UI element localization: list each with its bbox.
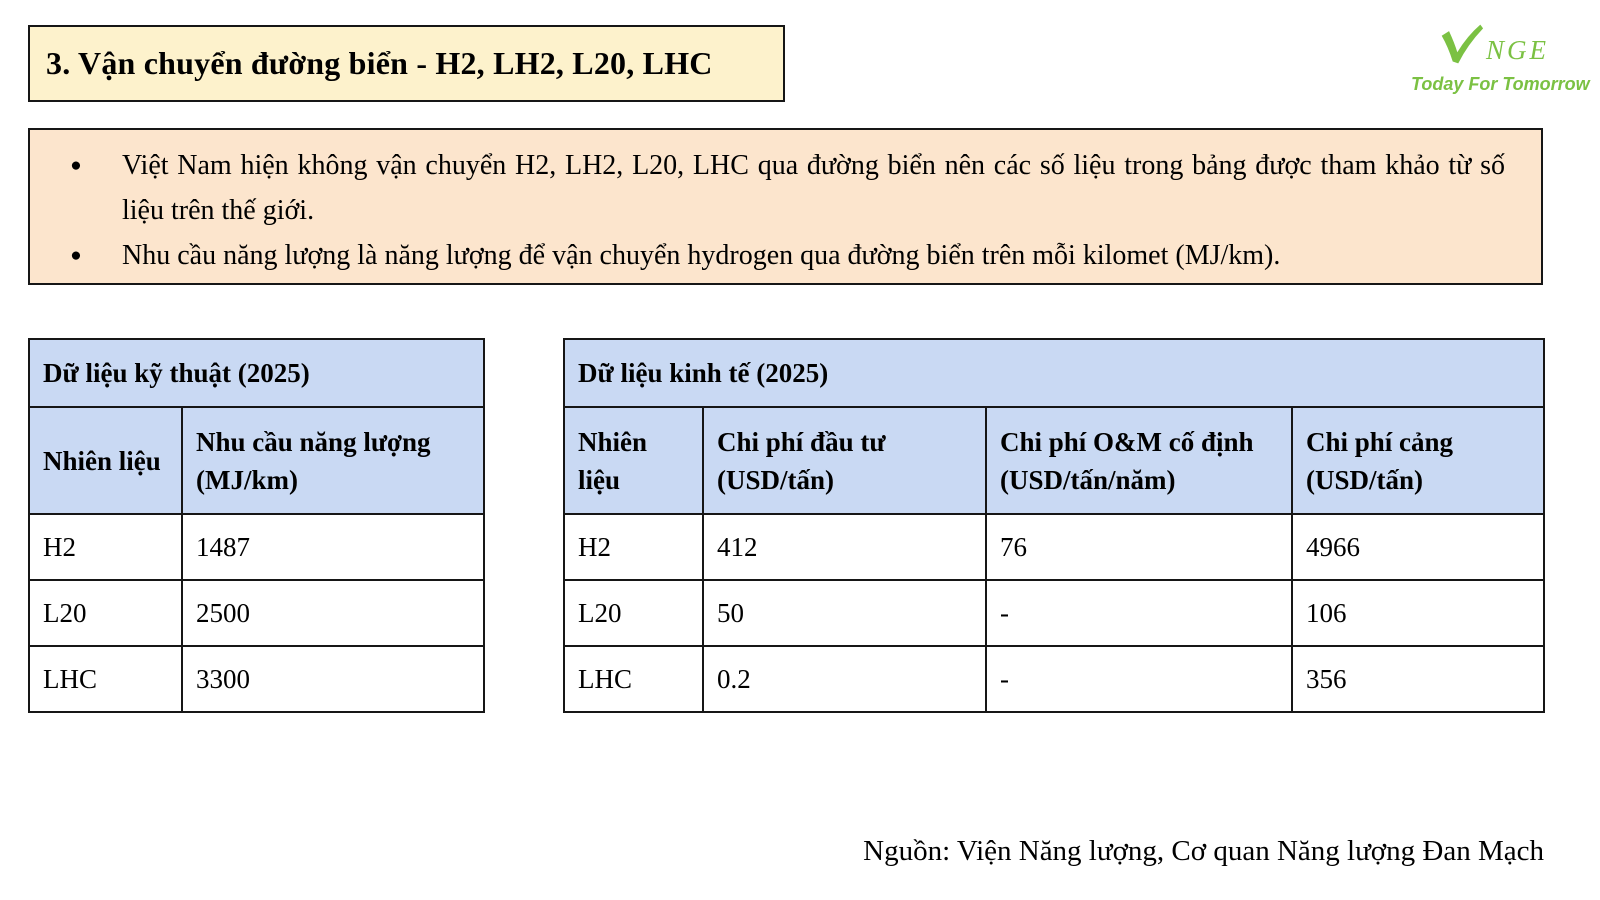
note-text: Việt Nam hiện không vận chuyển H2, LH2, L20, LHC qua đường biển nên các số liệu trong bảng được tham khảo từ số liệu trên thế giới. <box>122 150 1505 226</box>
value-cell: 106 <box>1292 580 1544 646</box>
value-cell: 412 <box>703 514 986 580</box>
table-row <box>29 514 484 580</box>
logo-tagline: Today For Tomorrow <box>1411 74 1590 94</box>
value-cell: 4966 <box>1292 514 1544 580</box>
column-header: Nhu cầu năng lượng (MJ/km) <box>182 407 484 514</box>
fuel-cell: L20 <box>564 580 703 646</box>
table-row <box>564 580 1544 646</box>
table-title-row <box>564 339 1544 407</box>
table-header-row <box>564 407 1544 514</box>
column-header: Chi phí O&M cố định (USD/tấn/năm) <box>986 407 1292 514</box>
value-cell: 0.2 <box>703 646 986 712</box>
value-cell: 356 <box>1292 646 1544 712</box>
table-title: Dữ liệu kỹ thuật (2025) <box>29 339 484 407</box>
fuel-cell: H2 <box>564 514 703 580</box>
table-title-row <box>29 339 484 407</box>
fuel-cell: L20 <box>29 580 182 646</box>
slide-title-box <box>28 25 785 102</box>
table-row <box>564 514 1544 580</box>
source-attribution: Nguồn: Viện Năng lượng, Cơ quan Năng lượng Đan Mạch <box>863 835 1544 867</box>
value-cell: 3300 <box>182 646 484 712</box>
logo-wordmark <box>1411 22 1576 66</box>
economic-data-table <box>563 338 1545 713</box>
value-cell: 50 <box>703 580 986 646</box>
column-header: Chi phí cảng (USD/tấn) <box>1292 407 1544 514</box>
value-cell: 2500 <box>182 580 484 646</box>
value-cell: - <box>986 580 1292 646</box>
table-row <box>564 646 1544 712</box>
value-cell: 1487 <box>182 514 484 580</box>
fuel-cell: LHC <box>29 646 182 712</box>
note-bullet-item <box>30 233 1505 278</box>
note-text: Nhu cầu năng lượng là năng lượng để vận chuyển hydrogen qua đường biển trên mỗi kilomet (MJ/km). <box>122 240 1281 271</box>
column-header: Chi phí đầu tư (USD/tấn) <box>703 407 986 514</box>
logo-v-check-icon <box>1438 22 1484 66</box>
bullet-icon: ● <box>70 245 82 266</box>
value-cell: 76 <box>986 514 1292 580</box>
logo-text: NGE <box>1486 35 1549 65</box>
table-row <box>29 646 484 712</box>
note-bullet-item <box>30 143 1505 233</box>
page-title: 3. Vận chuyển đường biển - H2, LH2, L20, LHC <box>46 45 713 81</box>
fuel-cell: LHC <box>564 646 703 712</box>
technical-data-table <box>28 338 485 713</box>
table-row <box>29 580 484 646</box>
table-title: Dữ liệu kinh tế (2025) <box>564 339 1544 407</box>
company-logo <box>1411 22 1590 94</box>
notes-box <box>28 128 1543 285</box>
value-cell: - <box>986 646 1292 712</box>
fuel-cell: H2 <box>29 514 182 580</box>
column-header: Nhiên liệu <box>564 407 703 514</box>
bullet-icon: ● <box>70 155 82 176</box>
table-header-row <box>29 407 484 514</box>
column-header: Nhiên liệu <box>29 407 182 514</box>
